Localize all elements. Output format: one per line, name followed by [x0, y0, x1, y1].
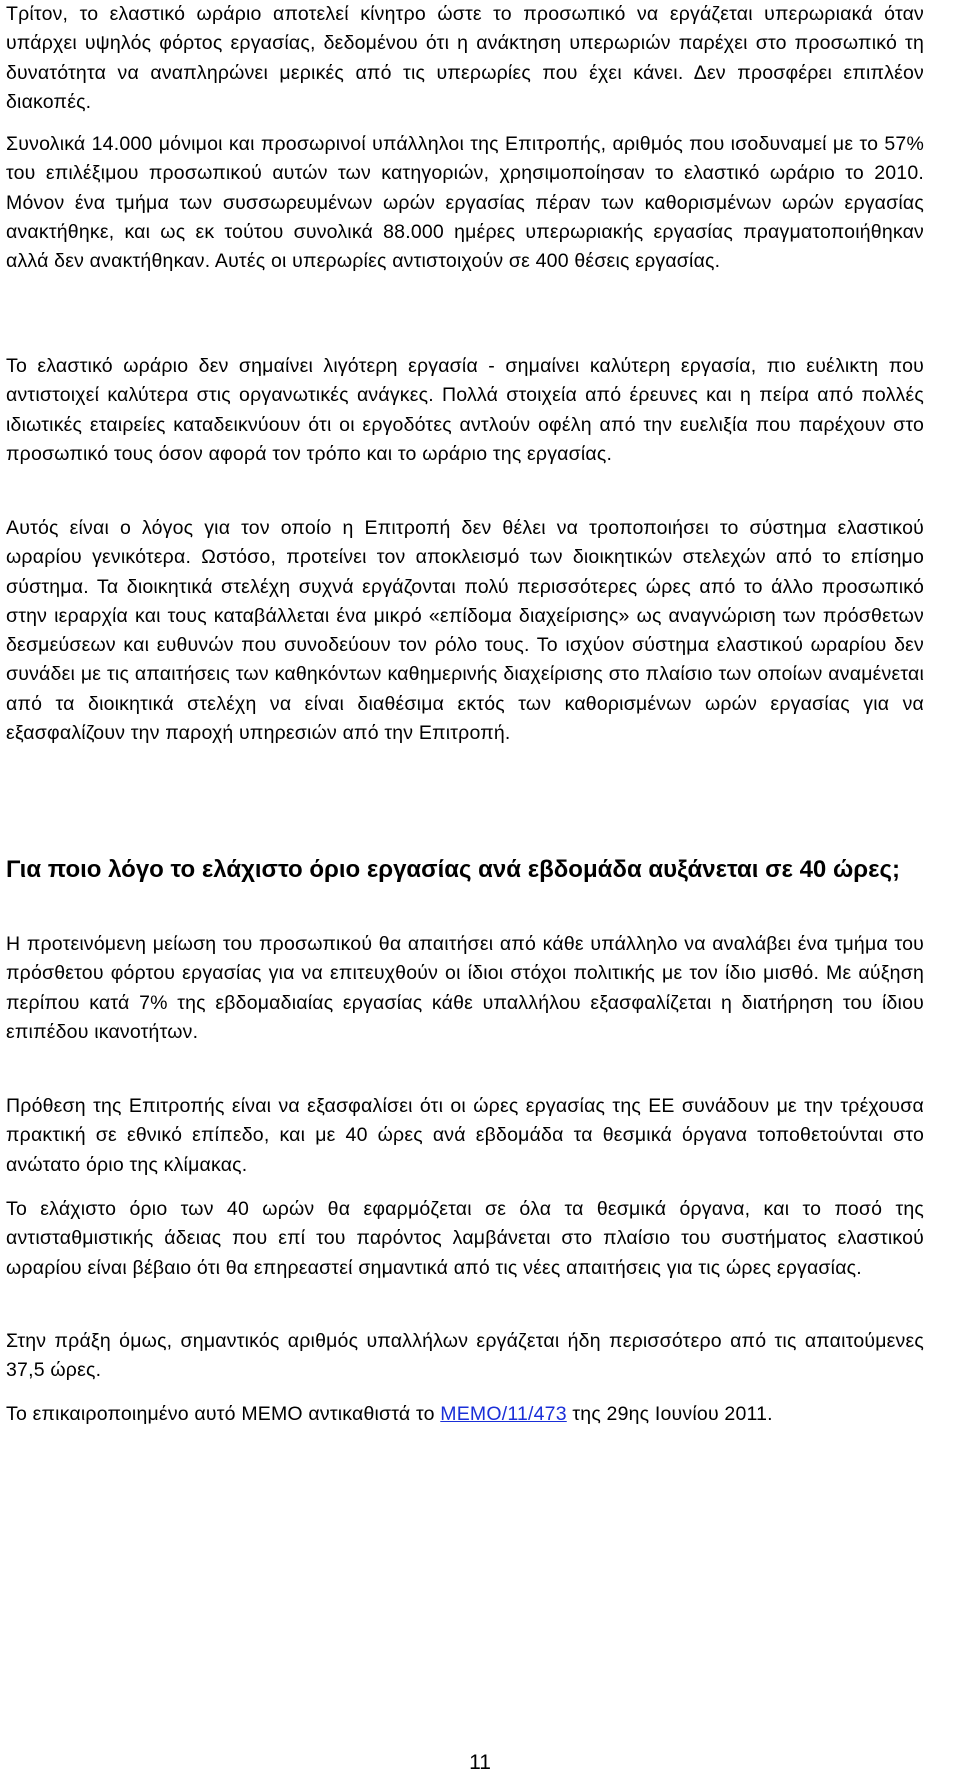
paragraph-40-hours-minimum: Το ελάχιστο όριο των 40 ωρών θα εφαρμόζεται σε όλα τα θεσμικά όργανα, και το ποσό της αντισταθμιστικής άδειας που επί του παρόντος λαμβάνεται στο πλαίσιο του συστήματος ελαστικού ωραρίου είναι βέβαιο ότι θα επηρεαστεί σημαντικά από τις νέες απαιτήσεις για τις ώρες εργασίας. [6, 1198, 924, 1279]
paragraph-flexitime-statistics: Συνολικά 14.000 μόνιμοι και προσωρινοί υπάλληλοι της Επιτροπής, αριθμός που ισοδυναμεί με το 57% του επιλέξιμου προσωπικού αυτών των κατηγοριών, χρησιμοποίησαν το ελαστικό ωράριο το 2010. Μόνον ένα τμήμα των συσσωρευμένων ωρών εργασίας πέραν των καθορισμένων ωρών εργασίας ανακτήθηκε, και ως εκ τούτου συνολικά 88.000 ημέρες υπερωριακής εργασίας πραγματοποιήθηκαν αλλά δεν ανακτήθηκαν. Αυτές οι υπερωρίες αντιστοιχούν σε 400 θέσεις εργασίας. [6, 133, 924, 273]
paragraph-practice: Στην πράξη όμως, σημαντικός αριθμός υπαλλήλων εργάζεται ήδη περισσότερο από τις απαιτούμενες 37,5 ώρες. [6, 1330, 924, 1382]
paragraph-flexitime-benefits: Το ελαστικό ωράριο δεν σημαίνει λιγότερη εργασία - σημαίνει καλύτερη εργασία, πιο ευέλικτη που αντιστοιχεί καλύτερα στις οργανωτικές ανάγκες. Πολλά στοιχεία από έρευνες και η πείρα από πολλές ιδιωτικές εταιρείες καταδεικνύουν ότι οι εργοδότες αντλούν οφέλη από την ευελιξία που παρέχουν στο προσωπικό τους όσον αφορά τον τρόπο και το ωράριο της εργασίας. [6, 355, 924, 465]
paragraph-memo-replacement [6, 1400, 924, 1429]
paragraph-flexitime-incentive: Τρίτον, το ελαστικό ωράριο αποτελεί κίνητρο ώστε το προσωπικό να εργάζεται υπερωριακά όταν υπάρχει υψηλός φόρτος εργασίας, δεδομένου ότι η ανάκτηση υπερωριών παρέχει στο προσωπικό τη δυνατότητα να αναπληρώνει μερικές από τις υπερωρίες που έχει κάνει. Δεν προσφέρει επιπλέον διακοπές. [6, 3, 924, 113]
memo-link[interactable]: MEMO/11/473 [440, 1403, 567, 1425]
paragraph-management-exclusion: Αυτός είναι ο λόγος για τον οποίο η Επιτροπή δεν θέλει να τροποποιήσει το σύστημα ελαστικού ωραρίου γενικότερα. Ωστόσο, προτείνει τον αποκλεισμό των διοικητικών στελεχών από το επίσημο σύστημα. Τα διοικητικά στελέχη συχνά εργάζονται πολύ περισσότερες ώρες από το άλλο προσωπικό στην ιεραρχία και τους καταβάλλεται ένα μικρό «επίδομα διαχείρισης» ως αναγνώριση των πρόσθετων δεσμεύσεων και ευθυνών που συνοδεύουν τον ρόλο τους. Το ισχύον σύστημα ελαστικού ωραρίου δεν συνάδει με τις απαιτήσεις των καθηκόντων καθημερινής διαχείρισης στο πλαίσιο των οποίων αναμένεται από τα διοικητικά στελέχη να είναι διαθέσιμα εκτός των καθορισμένων ωρών εργασίας για να εξασφαλίζουν την παροχή υπηρεσιών από την Επιτροπή. [6, 517, 924, 745]
paragraph-commission-intent: Πρόθεση της Επιτροπής είναι να εξασφαλίσει ότι οι ώρες εργασίας της ΕΕ συνάδουν με την τρέχουσα πρακτική σε εθνικό επίπεδο, και με 40 ώρες ανά εβδομάδα τα θεσμικά όργανα τοποθετούνται στο ανώτατο όριο της κλίμακας. [6, 1095, 924, 1176]
section-heading: Για ποιο λόγο το ελάχιστο όριο εργασίας ανά εβδομάδα αυξάνεται σε 40 ώρες; [6, 856, 900, 883]
memo-text-before: Το επικαιροποιημένο αυτό MEMO αντικαθιστά το [6, 1403, 441, 1425]
memo-text-after: της 29ης Ιουνίου 2011. [566, 1403, 773, 1425]
page-number: 11 [469, 1751, 491, 1774]
paragraph-staff-reduction: Η προτεινόμενη μείωση του προσωπικού θα απαιτήσει από κάθε υπάλληλο να αναλάβει ένα τμήμα του πρόσθετου φόρτου εργασίας για να επιτευχθούν οι ίδιοι στόχοι πολιτικής με τον ίδιο μισθό. Με αύξηση περίπου κατά 7% της εβδομαδιαίας εργασίας κάθε υπαλλήλου εξασφαλίζεται η διατήρηση του ίδιου επιπέδου ικανοτήτων. [6, 933, 924, 1043]
